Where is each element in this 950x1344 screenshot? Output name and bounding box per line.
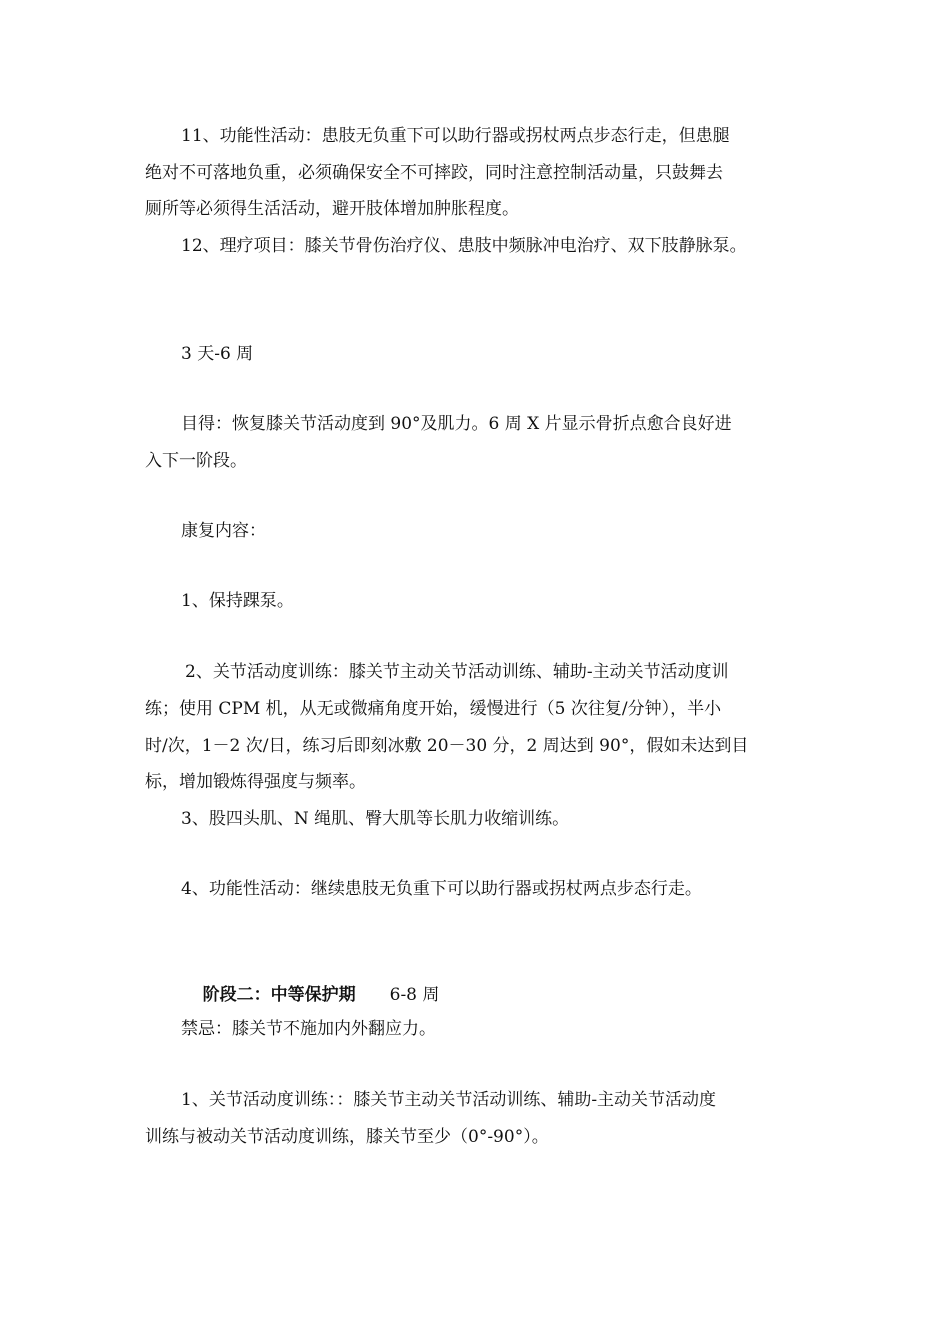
- item-1: 1、保持踝泵。: [181, 591, 294, 611]
- phase-range-label: 3 天-6 周: [181, 344, 254, 364]
- para-12-line-1: 12、理疗项目：膝关节骨伤治疗仪、患肢中频脉冲电治疗、双下肢静脉泵。: [181, 236, 747, 256]
- para-11-line-1: 11、功能性活动：患肢无负重下可以助行器或拐杖两点步态行走，但患腿: [181, 126, 730, 146]
- para-11-line-3: 厕所等必须得生活活动，避开肢体增加肿胀程度。: [145, 199, 519, 219]
- item-3: 3、股四头肌、N 绳肌、臀大肌等长肌力收缩训练。: [181, 809, 570, 829]
- phase-two-item-1-line-2: 训练与被动关节活动度训练，膝关节至少（0°-90°）。: [145, 1127, 549, 1147]
- phase-two-title: 阶段二：中等保护期: [202, 985, 356, 1005]
- item-2-line-2: 练；使用 CPM 机，从无或微痛角度开始，缓慢进行（5 次往复/分钟），半小: [145, 699, 722, 719]
- item-2-line-1: 2、关节活动度训练：膝关节主动关节活动训练、辅助-主动关节活动度训: [185, 662, 729, 682]
- item-2-line-4: 标，增加锻炼得强度与频率。: [145, 772, 366, 792]
- rehab-content-heading: 康复内容：: [181, 521, 266, 541]
- phase-two-item-1-line-1: 1、关节活动度训练：：膝关节主动关节活动训练、辅助-主动关节活动度: [181, 1090, 717, 1110]
- item-4: 4、功能性活动：继续患肢无负重下可以助行器或拐杖两点步态行走。: [181, 879, 702, 899]
- item-2-line-3: 时/次，1－2 次/日，练习后即刻冰敷 20－30 分，2 周达到 90°，假如未达到目: [145, 736, 749, 756]
- goal-line-2: 入下一阶段。: [145, 451, 247, 471]
- goal-line-1: 目得：恢复膝关节活动度到 90°及肌力。6 周 X 片显示骨折点愈合良好进: [181, 414, 732, 434]
- phase-two-range: 6-8 周: [389, 985, 440, 1005]
- para-11-line-2: 绝对不可落地负重，必须确保安全不可摔跤，同时注意控制活动量，只鼓舞去: [145, 163, 723, 183]
- contraindication: 禁忌：膝关节不施加内外翻应力。: [181, 1019, 436, 1039]
